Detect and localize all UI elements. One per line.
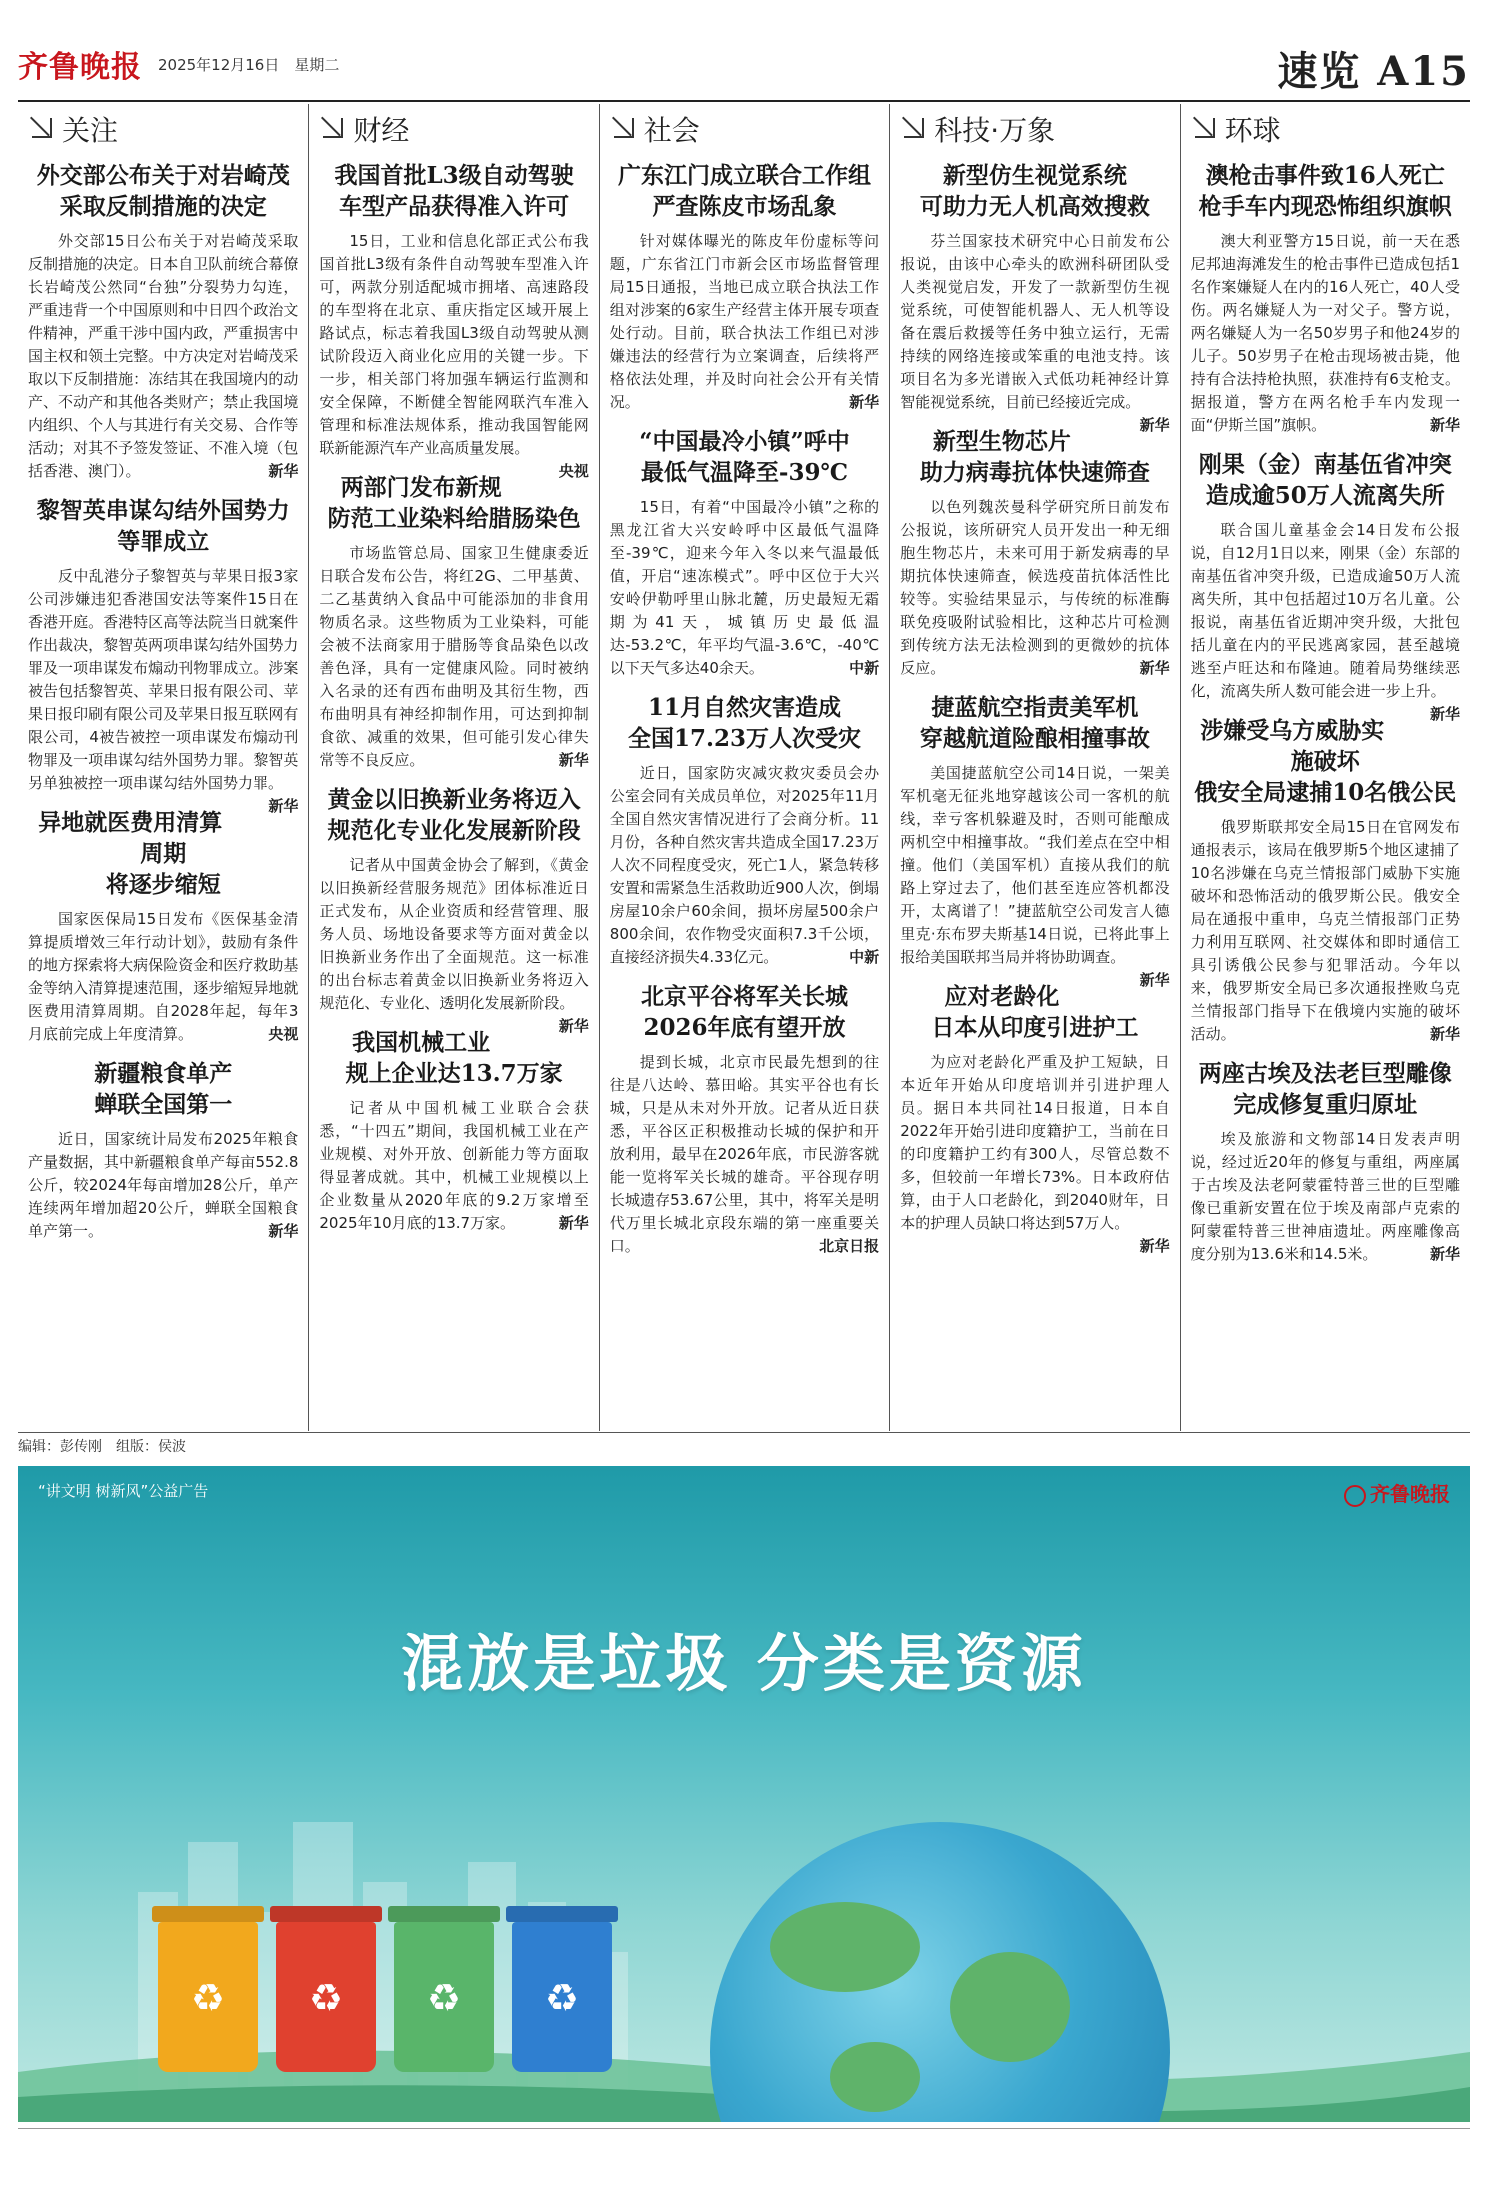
column-label: 科技·万象 <box>934 114 1056 147</box>
article-source: 新华 <box>1139 416 1170 434</box>
headline-line: 澳枪击事件致16人死亡 <box>1205 162 1445 189</box>
article-text: 记者从中国黄金协会了解到，《黄金以旧换新经营服务规范》团体标准近日正式发布，从企业资质和经营管理、服务人员、场地设备要求等方面对黄金以旧换新业务作出了全面规范。这一标准的出台标志着黄金以旧换新业务将迈入规范化、专业化、透明化发展新阶段。 <box>319 856 589 1012</box>
article-text: 联合国儿童基金会14日发布公报说，自12月1日以来，刚果（金）东部的南基伍省冲突升级，已造成逾50万人流离失所，其中包括超过10万名儿童。公报说，南基伍省近期冲突升级，大批包括儿童在内的平民逃离家园，甚至越境逃至卢旺达和布隆迪。随着局势继续恶化，流离失所人数可能会进一步上升。 <box>1190 521 1460 700</box>
headline-line: 新疆粮食单产 <box>94 1060 233 1087</box>
headline-line: “中国最冷小镇”呼中 <box>639 428 850 455</box>
column-header <box>1191 104 1460 154</box>
headline-line: 完成修复重归原址 <box>1233 1091 1418 1118</box>
article-text: 15日，工业和信息化部正式公布我国首批L3级有条件自动驾驶车型准入许可，两款分别适配城市拥堵、高速路段的车型将在北京、重庆指定区域开展上路试点，标志着我国L3级自动驾驶从测试阶段迈入商业化应用的关键一步。下一步，相关部门将加强车辆运行监测和安全保障，不断健全智能网联汽车准入管理和标准法规体系，推动我国智能网联新能源汽车产业高质量发展。 <box>319 232 589 457</box>
article-source: 新华 <box>268 797 299 815</box>
article-text: 俄罗斯联邦安全局15日在官网发布通报表示，该局在俄罗斯5个地区逮捕了10名涉嫌在乌克兰情报部门威胁下实施破坏和恐怖活动的俄罗斯公民。俄安全局在通报中重申，乌克兰情报部门正势力利用互联网、社交媒体和即时通信工具引诱俄公民参与犯罪活动。今年以来，俄罗斯安全局已多次通报挫败乌克兰情报部门指导下在俄境内实施的破坏活动。 <box>1190 818 1460 1043</box>
recycling-bin <box>276 1922 376 2072</box>
public-service-ad <box>18 1466 1470 2122</box>
article-headline[interactable] <box>1191 715 1460 808</box>
article-text: 以色列魏茨曼科学研究所日前发布公报说，该所研究人员开发出一种无细胞生物芯片，未来可用于新发病毒的早期抗体快速筛查，候选疫苗抗体活性比较等。实验结果显示，与传统的标准酶联免疫吸附试验相比，这种芯片可检测到传统方法无法检测到的更微妙的抗体反应。 <box>900 498 1170 677</box>
headline-line: 刚果（金）南基伍省冲突 <box>1198 451 1452 478</box>
headline-line: 应对老龄化 <box>944 983 1060 1010</box>
article-body <box>610 496 879 680</box>
news-column <box>599 104 889 1431</box>
article-source: 新华 <box>558 751 589 769</box>
recycle-icon: ♻ <box>190 1976 226 2020</box>
headline-line: 黄金以旧换新业务将迈入 <box>327 786 581 813</box>
masthead-rule <box>18 100 1470 102</box>
editors-credit: 编辑：彭传刚 组版：侯波 <box>18 1439 186 1455</box>
article-body <box>28 908 298 1046</box>
article-text: 市场监管总局、国家卫生健康委近日联合发布公告，将红2G、二甲基黄、二乙基黄纳入食品中可能添加的非食用物质名录。这些物质为工业染料，可能会被不法商家用于腊肠等食品染色以改善色泽，具有一定健康风险。同时被纳入名录的还有西布曲明及其衍生物，西布曲明具有神经抑制作用，可达到抑制食欲、减重的效果，但可能引发心律失常等不良反应。 <box>319 544 589 769</box>
headline-line: 最低气温降至-39℃ <box>640 459 849 486</box>
article-source: 新华 <box>558 1214 589 1232</box>
ad-logo-text: 齐鲁晚报 <box>1370 1482 1450 1506</box>
article-headline[interactable] <box>28 160 298 222</box>
article-headline[interactable] <box>319 160 588 222</box>
article-body <box>319 542 588 772</box>
article-body <box>319 1097 588 1235</box>
article-headline[interactable] <box>28 807 298 900</box>
article-headline[interactable] <box>28 495 298 557</box>
headline-line: 新型生物芯片 <box>932 428 1071 455</box>
article-body <box>610 230 879 414</box>
article-headline[interactable] <box>610 426 879 488</box>
headline-line: 俄安全局逮捕10名俄公民 <box>1194 779 1457 806</box>
article-source: 新华 <box>1429 705 1460 723</box>
column-label: 社会 <box>643 114 700 147</box>
article-headline[interactable] <box>900 160 1169 222</box>
headline-line: 我国机械工业 <box>352 1029 491 1056</box>
issue-date: 2025年12月16日 星期二 <box>158 56 340 74</box>
headline-line: 捷蓝航空指责美军机 <box>931 694 1139 721</box>
article-text: 近日，国家统计局发布2025年粮食产量数据，其中新疆粮食单产每亩552.8公斤，较2024年每亩增加28公斤，单产连续两年增加超20公斤，蝉联全国粮食单产第一。 <box>28 1130 299 1240</box>
headline-line: 我国首批L3级自动驾驶 <box>334 162 574 189</box>
article-body <box>28 230 298 483</box>
page-section-label: 速览 A15 <box>1277 48 1470 95</box>
ad-newspaper-logo <box>1344 1478 1450 1507</box>
headline-line: 北京平谷将军关长城 <box>640 983 848 1010</box>
article-body <box>28 1128 298 1243</box>
recycling-bin <box>512 1922 612 2072</box>
arrow-icon <box>1191 116 1217 142</box>
news-column <box>1180 104 1470 1431</box>
column-header <box>319 104 588 154</box>
article-text: 外交部15日公布关于对岩崎茂采取反制措施的决定。日本自卫队前统合幕僚长岩崎茂公然同“台独”分裂势力勾连，严重违背一个中国原则和中日四个政治文件精神，严重干涉中国内政，严重损害中国主权和领土完整。中方决定对岩崎茂采取以下反制措施：冻结其在我国境内的动产、不动产和其他各类财产；禁止我国境内组织、个人与其进行有关交易、合作等活动；对其不予签发签证、不准入境（包括香港、澳门）。 <box>28 232 299 480</box>
arrow-icon <box>900 116 926 142</box>
article-headline[interactable] <box>610 160 879 222</box>
headline-line: 广东江门成立联合工作组 <box>617 162 871 189</box>
headline-line: 异地就医费用清算周期 <box>38 809 223 867</box>
headline-line: 规范化专业化发展新阶段 <box>327 817 581 844</box>
recycling-bin <box>158 1922 258 2072</box>
article-body <box>900 230 1170 434</box>
article-text: 澳大利亚警方15日说，前一天在悉尼邦迪海滩发生的枪击事件已造成包括1名作案嫌疑人在内的16人死亡，40人受伤。两名嫌疑人为一对父子。警方说，两名嫌疑人为一名50岁男子和他24岁的儿子。50岁男子在枪击现场被击毙，他持有合法持枪执照，获准持有6支枪支。据报道，警方在两名枪手车内发现一面“伊斯兰国”旗帜。 <box>1190 232 1460 434</box>
article-body <box>900 1051 1170 1255</box>
headline-line: 将逐步缩短 <box>105 871 221 898</box>
masthead <box>18 34 1470 98</box>
article-source: 新华 <box>1139 659 1170 677</box>
news-column <box>308 104 598 1431</box>
news-column <box>889 104 1179 1431</box>
article-text: 反中乱港分子黎智英与苹果日报3家公司涉嫌违犯香港国安法等案件15日在香港开庭。香港特区高等法院当日就案件作出裁决，黎智英两项串谋勾结外国势力罪及一项串谋发布煽动刊物罪成立。涉案被告包括黎智英、苹果日报有限公司、苹果日报印刷有限公司及苹果日报互联网有限公司，4被告被控一项串谋发布煽动刊物罪及一项串谋勾结外国势力罪。黎智英另单独被控一项串谋勾结外国势力罪。 <box>28 567 299 792</box>
article-headline[interactable] <box>319 784 588 846</box>
headline-line: 车型产品获得准入许可 <box>339 193 570 220</box>
logo-circle-icon <box>1344 1485 1366 1507</box>
column-label: 财经 <box>353 114 410 147</box>
column-header <box>610 104 879 154</box>
article-source: 新华 <box>558 1017 589 1035</box>
article-headline[interactable] <box>1191 1058 1460 1120</box>
article-body <box>900 762 1170 989</box>
article-source: 新华 <box>1139 971 1170 989</box>
headline-line: 严查陈皮市场乱象 <box>652 193 837 220</box>
article-source: 新华 <box>268 462 299 480</box>
headline-line: 黎智英串谋勾结外国势力 <box>36 497 290 524</box>
article-body <box>900 496 1169 680</box>
arrow-icon <box>610 116 636 142</box>
recycling-bin <box>394 1922 494 2072</box>
headline-line: 外交部公布关于对岩崎茂 <box>36 162 290 189</box>
page-bottom-rule <box>18 2128 1470 2129</box>
headline-line: 两座古埃及法老巨型雕像 <box>1198 1060 1452 1087</box>
article-text: 芬兰国家技术研究中心日前发布公报说，由该中心牵头的欧洲科研团队受人类视觉启发，开发了一款新型仿生视觉系统，可使智能机器人、无人机等设备在震后救援等任务中独立运行，无需持续的网络连接或笨重的电池支持。该项目名为多光谱嵌入式低功耗神经计算智能视觉系统，目前已经接近完成。 <box>900 232 1170 411</box>
editors-rule <box>18 1432 1470 1433</box>
headline-line: 新型仿生视觉系统 <box>942 162 1127 189</box>
headline-line: 两部门发布新规 <box>340 474 502 501</box>
headline-line: 枪手车内现恐怖组织旗帜 <box>1198 193 1452 220</box>
article-source: 新华 <box>849 393 880 411</box>
headline-line: 造成逾50万人流离失所 <box>1205 482 1445 509</box>
ad-campaign-label: “讲文明 树新风”公益广告 <box>38 1482 209 1500</box>
recycling-bins <box>158 1882 638 2072</box>
article-text: 埃及旅游和文物部14日发表声明说，经过近20年的修复与重组，两座属于古埃及法老阿蒙霍特普三世的巨型雕像已重新安置在位于埃及南部卢克索的阿蒙霍特普三世神庙遗址。两座雕像高度分别为13.6米和14.5米。 <box>1190 1130 1460 1263</box>
headline-line: 防范工业染料给腊肠染色 <box>327 505 581 532</box>
article-body <box>1190 519 1460 723</box>
column-label: 关注 <box>62 114 119 147</box>
article-headline[interactable] <box>1191 160 1460 222</box>
article-body <box>319 854 589 1035</box>
article-text: 国家医保局15日发布《医保基金清算提质增效三年行动计划》，鼓励有条件的地方探索将大病保险资金和医疗救助基金等纳入清算提速范围，逐步缩短异地就医费用清算周期。自2028年起，每年3月底前完成上年度清算。 <box>28 910 299 1043</box>
article-body <box>610 762 879 969</box>
news-column <box>18 104 308 1431</box>
ad-slogan: 混放是垃圾 分类是资源 <box>401 1627 1087 1700</box>
column-header <box>900 104 1169 154</box>
article-source: 新华 <box>1429 1245 1460 1263</box>
headline-line: 蝉联全国第一 <box>94 1091 233 1118</box>
headline-line: 涉嫌受乌方威胁实施破坏 <box>1200 717 1385 775</box>
article-source: 新华 <box>268 1222 299 1240</box>
article-headline[interactable] <box>28 1058 298 1120</box>
headline-line: 全国17.23万人次受灾 <box>627 725 861 752</box>
headline-line: 11月自然灾害造成 <box>647 694 841 721</box>
article-body <box>1191 816 1460 1046</box>
article-headline[interactable] <box>900 692 1169 754</box>
article-headline[interactable] <box>1191 449 1460 511</box>
newspaper-logo: 齐鲁晚报 <box>18 50 142 85</box>
article-body <box>28 565 299 815</box>
article-body <box>610 1051 879 1258</box>
article-source: 央视 <box>558 462 589 480</box>
article-source: 新华 <box>1429 416 1460 434</box>
article-text: 美国捷蓝航空公司14日说，一架美军机毫无征兆地穿越该公司一客机的航线，幸亏客机躲避及时，否则可能酿成两机空中相撞事故。“我们差点在空中相撞。他们（美国军机）直接从我们的航路上穿过去了，他们甚至连应答机都没开，太离谱了！”捷蓝航空公司发言人德里克·东布罗夫斯基14日说，已将此事上报给美国联邦当局并将协助调查。 <box>900 764 1170 966</box>
article-body <box>319 230 589 480</box>
news-columns <box>18 104 1470 1431</box>
article-body <box>1191 1128 1460 1266</box>
headline-line: 日本从印度引进护工 <box>931 1014 1139 1041</box>
article-source: 中新 <box>849 659 880 677</box>
article-source: 北京日报 <box>819 1237 880 1255</box>
column-label: 环球 <box>1224 114 1281 147</box>
article-text: 针对媒体曝光的陈皮年份虚标等问题，广东省江门市新会区市场监督管理局15日通报，当地已成立联合执法工作组对涉案的6家生产经营主体开展专项查处行动。目前，联合执法工作组已对涉嫌违法的经营行为立案调查，后续将严格依法处理，并及时向社会公开有关情况。 <box>609 232 880 411</box>
headline-line: 采取反制措施的决定 <box>59 193 267 220</box>
article-source: 央视 <box>268 1025 299 1043</box>
headline-line: 等罪成立 <box>117 528 210 555</box>
article-source: 中新 <box>849 948 880 966</box>
headline-line: 助力病毒抗体快速筛查 <box>919 459 1150 486</box>
recycle-icon: ♻ <box>308 1976 344 2020</box>
article-text: 为应对老龄化严重及护工短缺，日本近年开始从印度培训并引进护理人员。据日本共同社14日报道，日本自2022年开始引进印度籍护工，当前在日的印度籍护工约有300人，尽管总数不多，但较前一年增长73%。日本政府估算，由于人口老龄化，到2040财年，日本的护理人员缺口将达到57万人。 <box>900 1053 1170 1232</box>
column-header <box>28 104 298 154</box>
article-headline[interactable] <box>610 692 879 754</box>
headline-line: 可助力无人机高效搜救 <box>919 193 1150 220</box>
article-body <box>1191 230 1460 437</box>
article-source: 新华 <box>1429 1025 1460 1043</box>
article-text: 提到长城，北京市民最先想到的往往是八达岭、慕田峪。其实平谷也有长城，只是从未对外开放。记者从近日获悉，平谷区正积极推动长城的保护和开放利用，最早在2026年底，市民游客就能一览将军关长城的雄奇。平谷现存明长城遗存53.67公里，其中，将军关是明代万里长城北京段东端的第一座重要关口。 <box>609 1053 880 1255</box>
arrow-icon <box>28 116 54 142</box>
arrow-icon <box>319 116 345 142</box>
headline-line: 规上企业达13.7万家 <box>345 1060 563 1087</box>
headline-line: 穿越航道险酿相撞事故 <box>919 725 1150 752</box>
recycle-icon: ♻ <box>426 1976 462 2020</box>
article-source: 新华 <box>1139 1237 1170 1255</box>
article-text: 15日，有着“中国最冷小镇”之称的黑龙江省大兴安岭呼中区最低气温降至-39℃，迎来今年入冬以来气温最低值，开启“速冻模式”。呼中区位于大兴安岭伊勒呼里山脉北麓，历史最短无霜期为41天，城镇历史最低温达-53.2℃，年平均气温-3.6℃，-40℃以下天气多达40余天。 <box>609 498 880 677</box>
article-text: 记者从中国机械工业联合会获悉，“十四五”期间，我国机械工业在产业规模、对外开放、创新能力等方面取得显著成就。其中，机械工业规模以上企业数量从2020年底的9.2万家增至2025年10月底的13.7万家。 <box>319 1099 589 1232</box>
article-text: 近日，国家防灾减灾救灾委员会办公室会同有关成员单位，对2025年11月全国自然灾害情况进行了会商分析。11月份，各种自然灾害共造成全国17.23万人次不同程度受灾，死亡1人，紧急转移安置和需紧急生活救助近900人次，倒塌房屋10余户60余间，损坏房屋500余户800余间，农作物受灾面积7.3千公顷，直接经济损失4.33亿元。 <box>609 764 880 966</box>
headline-line: 2026年底有望开放 <box>643 1014 846 1041</box>
recycle-icon: ♻ <box>544 1976 580 2020</box>
article-headline[interactable] <box>610 981 879 1043</box>
